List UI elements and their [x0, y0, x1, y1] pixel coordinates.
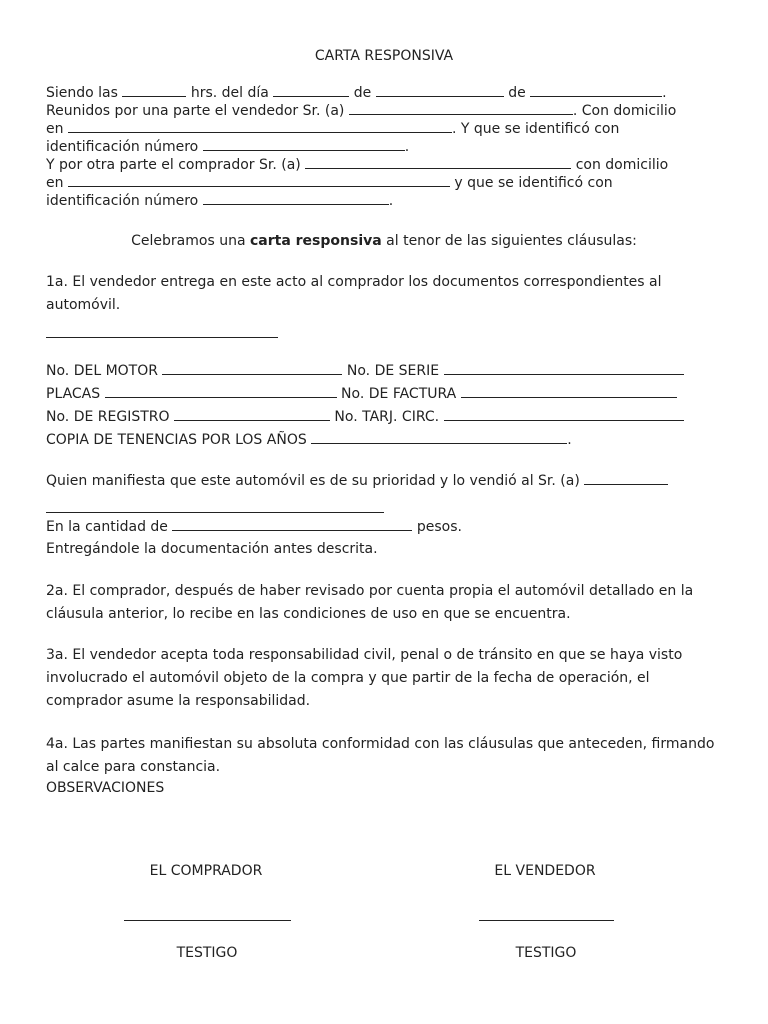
blank-seller-address[interactable] [68, 119, 452, 133]
text-de-1: de [353, 85, 372, 101]
blank-month[interactable] [376, 83, 504, 97]
text-en-1: en [46, 121, 64, 137]
blank-hours[interactable] [122, 83, 186, 97]
intro-line-2 [46, 101, 676, 120]
label-placas: PLACAS [46, 386, 101, 402]
blank-seller-name[interactable] [349, 101, 573, 115]
blank-motor[interactable] [162, 361, 342, 375]
text-identifico-1: . Y que se identificó con [451, 121, 620, 137]
blank-documents[interactable] [46, 336, 278, 338]
intro-line-4 [46, 137, 409, 156]
intro-line-6 [46, 173, 613, 192]
signature-line-right[interactable] [479, 919, 614, 921]
blank-placas[interactable] [105, 384, 337, 398]
cantidad-line [46, 517, 462, 536]
text-en-la-cantidad: En la cantidad de [46, 519, 168, 535]
blank-tenencias[interactable] [311, 430, 567, 444]
text-carta-responsiva-bold: carta responsiva [249, 233, 382, 249]
text-id-numero-2: identificación número [46, 193, 199, 209]
blank-serie[interactable] [444, 361, 684, 375]
text-con-domicilio-2: con domicilio [575, 157, 669, 173]
blank-tarjeta[interactable] [444, 407, 684, 421]
label-el-comprador: EL COMPRADOR [149, 863, 263, 879]
text-period-1: . [662, 85, 667, 101]
document-title: CARTA RESPONSIVA [314, 48, 454, 64]
label-motor: No. DEL MOTOR [46, 363, 158, 379]
field-row-1 [46, 361, 684, 380]
text-de-2: de [508, 85, 526, 101]
intro-line-3 [46, 119, 619, 138]
text-pesos: pesos. [416, 519, 462, 535]
text-comprador: Y por otra parte el comprador Sr. (a) [46, 157, 301, 173]
label-testigo-left: TESTIGO [176, 945, 238, 961]
blank-seller-id[interactable] [203, 137, 405, 151]
text-period-3: . [388, 193, 394, 209]
text-identifico-2: y que se identificó con [454, 175, 613, 191]
label-tenencias: COPIA DE TENENCIAS POR LOS AÑOS [46, 432, 307, 448]
clause-1: 1a. El vendedor entrega en este acto al comprador los documentos correspondientes al automóvil. [46, 274, 662, 313]
blank-day[interactable] [273, 83, 349, 97]
text-hrs-del-dia: hrs. del día [190, 85, 269, 101]
blank-buyer-name-continued[interactable] [46, 511, 384, 513]
label-registro: No. DE REGISTRO [46, 409, 170, 425]
blank-year[interactable] [530, 83, 662, 97]
text-period-4: . [567, 432, 572, 448]
blank-amount[interactable] [172, 517, 412, 531]
blank-buyer-id[interactable] [203, 191, 389, 205]
entregandole-line: Entregándole la documentación antes descrita. [46, 541, 378, 557]
text-vendedor: Reunidos por una parte el vendedor Sr. (a) [46, 103, 345, 119]
blank-buyer-name-2[interactable] [584, 471, 668, 485]
field-row-3 [46, 407, 684, 426]
text-celebramos: Celebramos una [131, 233, 246, 249]
intro-line-5 [46, 155, 668, 174]
manifiesta-line [46, 471, 668, 490]
clause-4: 4a. Las partes manifiestan su absoluta conformidad con las cláusulas que anteceden, firmando al calce para constancia. [46, 736, 715, 775]
text-en-2: en [46, 175, 64, 191]
blank-registro[interactable] [174, 407, 330, 421]
signature-line-left[interactable] [124, 919, 291, 921]
label-serie: No. DE SERIE [346, 363, 440, 379]
observaciones-label: OBSERVACIONES [46, 780, 165, 796]
text-tenor-clausulas: al tenor de las siguientes cláusulas: [386, 233, 637, 249]
blank-buyer-address[interactable] [68, 173, 450, 187]
label-testigo-right: TESTIGO [515, 945, 577, 961]
intro-line-1 [46, 83, 667, 102]
text-period-2: . [404, 139, 410, 155]
blank-buyer-name[interactable] [305, 155, 571, 169]
clause-3: 3a. El vendedor acepta toda responsabilidad civil, penal o de tránsito en que se haya visto involucrado el automóvil objeto de la compra y que partir de la fecha de operación, el comprador asume la responsabilidad. [46, 647, 683, 709]
blank-factura[interactable] [461, 384, 677, 398]
text-siendo-las: Siendo las [46, 85, 118, 101]
intro-line-7 [46, 191, 393, 210]
text-con-domicilio-1: . Con domicilio [572, 103, 677, 119]
celebramos-line [0, 232, 768, 250]
text-id-numero-1: identificación número [46, 139, 199, 155]
label-tarjeta: No. TARJ. CIRC. [334, 409, 440, 425]
text-manifiesta: Quien manifiesta que este automóvil es de su prioridad y lo vendió al Sr. (a) [46, 473, 580, 489]
clause-2: 2a. El comprador, después de haber revisado por cuenta propia el automóvil detallado en la cláusula anterior, lo recibe en las condiciones de uso en que se encuentra. [46, 583, 694, 622]
field-row-4 [46, 430, 572, 449]
label-factura: No. DE FACTURA [341, 386, 457, 402]
field-row-2 [46, 384, 677, 403]
label-el-vendedor: EL VENDEDOR [494, 863, 596, 879]
